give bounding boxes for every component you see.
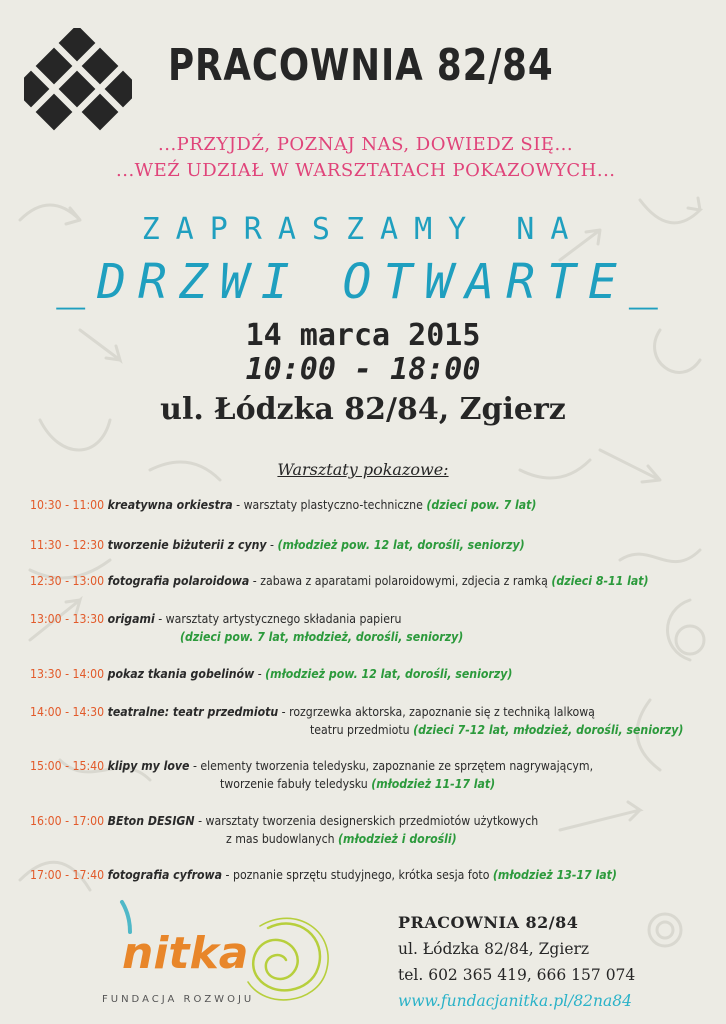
item-time: 13:00 - 13:30: [30, 612, 105, 626]
item-desc: - warsztaty artystycznego składania papieru: [154, 612, 402, 626]
item-desc: - zabawa z aparatami polaroidowymi, zdjecia z ramką: [249, 574, 552, 588]
item-desc: - elementy tworzenia teledysku, zapoznanie ze sprzętem nagrywającym,: [189, 759, 594, 773]
item-time: 14:00 - 14:30: [30, 705, 105, 719]
item-desc: - warsztaty plastyczno-techniczne: [232, 498, 427, 512]
tagline-2: ...WEŹ UDZIAŁ W WARSZTATACH POKAZOWYCH...: [116, 160, 616, 181]
item-desc-2: tworzenie fabuły teledysku: [220, 777, 372, 791]
contact-block: [398, 910, 635, 1014]
item-time: 13:30 - 14:00: [30, 667, 105, 681]
schedule-item-cont: [310, 722, 683, 739]
item-desc: -: [254, 667, 266, 681]
invite-line-1: ZAPRASZAMY NA: [141, 212, 585, 247]
item-name: fotografia cyfrowa: [107, 868, 223, 882]
schedule-item: [30, 813, 538, 830]
item-time: 11:30 - 12:30: [30, 538, 105, 552]
item-name: kreatywna orkiestra: [107, 498, 233, 512]
item-time: 12:30 - 13:00: [30, 574, 105, 588]
item-desc: - rozgrzewka aktorska, zapoznanie się z techniką lalkową: [278, 705, 595, 719]
schedule-item: [30, 573, 649, 590]
item-desc: - warsztaty tworzenia designerskich przedmiotów użytkowych: [194, 814, 539, 828]
item-audience: (dzieci 7-12 lat, młodzież, dorośli, seniorzy): [413, 723, 684, 737]
page-title: PRACOWNIA 82/84: [168, 40, 554, 91]
schedule-item: [30, 704, 595, 721]
contact-phone: tel. 602 365 419, 666 157 074: [398, 966, 636, 984]
item-audience: (młodzież pow. 12 lat, dorośli, seniorzy): [277, 538, 525, 552]
item-name: origami: [107, 612, 155, 626]
item-desc-2: teatru przedmiotu: [310, 723, 414, 737]
item-desc-2: z mas budowlanych: [226, 832, 339, 846]
schedule-item: [30, 497, 536, 514]
tagline-1: ...PRZYJDŹ, POZNAJ NAS, DOWIEDZ SIĘ...: [158, 134, 574, 155]
nitka-logo-text: nitka: [122, 928, 249, 979]
schedule-item: [30, 537, 525, 554]
item-name: teatralne: teatr przedmiotu: [107, 705, 279, 719]
schedule-item: [30, 611, 401, 628]
item-audience: (młodzież 11-17 lat): [371, 777, 496, 791]
nitka-logo: [92, 898, 342, 1008]
item-audience: (młodzież pow. 12 lat, dorośli, seniorzy): [265, 667, 513, 681]
contact-address: ul. Łódzka 82/84, Zgierz: [398, 940, 590, 958]
event-date: 14 marca 2015: [245, 318, 481, 353]
invite-line-2: _DRZWI OTWARTE_: [56, 254, 670, 310]
schedule-item: [30, 867, 617, 884]
item-name: BEton DESIGN: [107, 814, 195, 828]
item-desc: - poznanie sprzętu studyjnego, krótka sesja foto: [222, 868, 493, 882]
event-address: ul. Łódzka 82/84, Zgierz: [160, 392, 566, 427]
schedule-heading: Warsztaty pokazowe:: [277, 460, 449, 479]
item-time: 15:00 - 15:40: [30, 759, 105, 773]
schedule-item: [30, 758, 593, 775]
item-time: 16:00 - 17:00: [30, 814, 105, 828]
item-name: pokaz tkania gobelinów: [107, 667, 255, 681]
schedule-item: [30, 666, 512, 683]
contact-url-link[interactable]: www.fundacjanitka.pl/82na84: [398, 992, 632, 1010]
item-desc: -: [266, 538, 278, 552]
item-time: 17:00 - 17:40: [30, 868, 105, 882]
item-audience: (młodzież i dorośli): [338, 832, 457, 846]
item-name: klipy my love: [107, 759, 190, 773]
schedule-item-cont: [226, 831, 457, 848]
item-name: fotografia polaroidowa: [107, 574, 250, 588]
schedule-item-cont: [180, 629, 463, 646]
schedule-item-cont: [220, 776, 495, 793]
item-audience: (dzieci 8-11 lat): [551, 574, 649, 588]
item-name: tworzenie biżuterii z cyny: [107, 538, 267, 552]
item-time: 10:30 - 11:00: [30, 498, 105, 512]
item-audience: (dzieci pow. 7 lat): [426, 498, 537, 512]
event-hours: 10:00 - 18:00: [245, 352, 481, 387]
item-audience: (młodzież 13-17 lat): [492, 868, 617, 882]
item-audience: (dzieci pow. 7 lat, młodzież, dorośli, seniorzy): [180, 630, 464, 644]
nitka-logo-sub: FUNDACJA ROZWOJU: [102, 994, 255, 1005]
contact-name: PRACOWNIA 82/84: [398, 913, 579, 932]
pracownia-logo-icon: [24, 28, 132, 136]
